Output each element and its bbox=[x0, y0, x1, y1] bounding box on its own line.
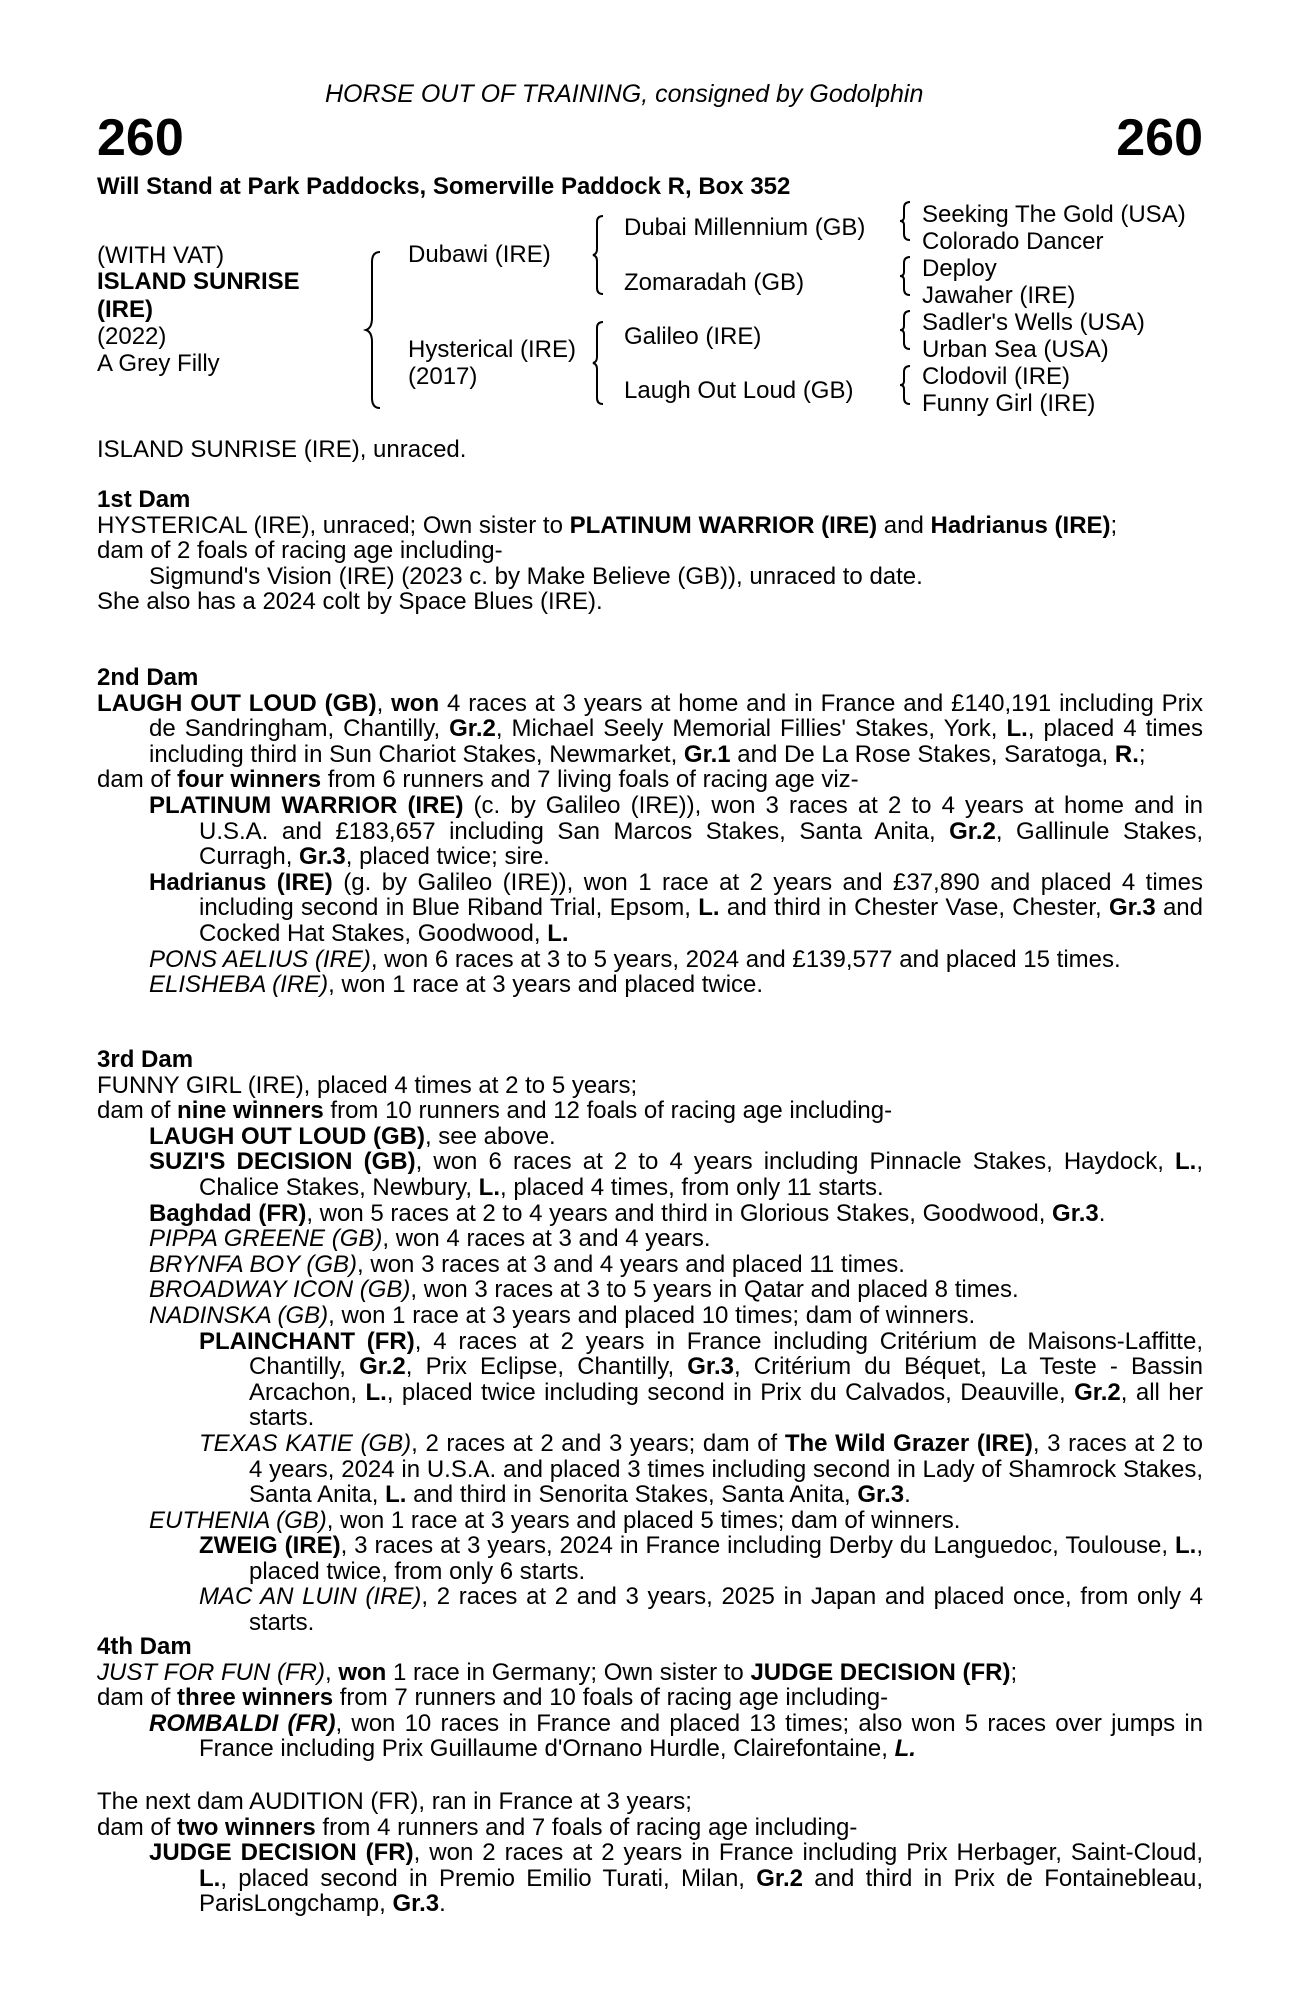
produce-entry: PIPPA GREENE (GB), won 4 races at 3 and 4 years. bbox=[149, 1225, 711, 1253]
produce-entry: BRYNFA BOY (GB), won 3 races at 3 and 4 years and placed 11 times. bbox=[149, 1250, 905, 1278]
produce-entry: ELISHEBA (IRE), won 1 race at 3 years and placed twice. bbox=[149, 971, 764, 999]
gen3-ancestor: Seeking The Gold (USA) bbox=[922, 201, 1186, 228]
pedigree-bracket-sire bbox=[593, 214, 609, 296]
produce-entry: EUTHENIA (GB), won 1 race at 3 years and placed 5 times; dam of winners. bbox=[149, 1506, 961, 1534]
produce-entry: Hadrianus (IRE) (g. by Galileo (IRE)), won 1 race at 2 years and £37,890 and placed 4 times including second in Blue Riband Trial, Epsom, L. and third in Chester Vase, Chester, Gr.3 and Cocked Hat Stakes, Goodwood, L. bbox=[149, 868, 1204, 947]
race-summary: ISLAND SUNRISE (IRE), unraced. bbox=[97, 436, 467, 463]
lot-number-right: 260 bbox=[1116, 109, 1203, 167]
gen3-ancestor: Clodovil (IRE) bbox=[922, 363, 1071, 390]
produce-line: dam of nine winners from 10 runners and 12 foals of racing age including- bbox=[97, 1097, 893, 1125]
dam-entry: The next dam AUDITION (FR), ran in France at 3 years; bbox=[97, 1788, 692, 1815]
catalogue-header: HORSE OUT OF TRAINING, consigned by Godolphin bbox=[325, 80, 924, 108]
produce-entry-2nd-gen: TEXAS KATIE (GB), 2 races at 2 and 3 years; dam of The Wild Grazer (IRE), 3 races at 2 to 4 years, 2024 in U.S.A. and placed 3 times including second in Lady of Shamrock Stakes, Santa Anita, L. and third in Senorita Stakes, Santa Anita, Gr.3. bbox=[199, 1429, 1203, 1509]
vat-note: (WITH VAT) bbox=[97, 242, 225, 269]
sire-name: Dubawi (IRE) bbox=[408, 241, 551, 268]
dam-entry: JUST FOR FUN (FR), won 1 race in Germany; Own sister to JUDGE DECISION (FR); bbox=[97, 1658, 1018, 1686]
granddam-maternal: Laugh Out Loud (GB) bbox=[624, 377, 854, 404]
section-heading: 1st Dam bbox=[97, 486, 191, 513]
gen3-ancestor: Colorado Dancer bbox=[922, 228, 1104, 255]
section-heading: 4th Dam bbox=[97, 1633, 192, 1660]
produce-entry: Sigmund's Vision (IRE) (2023 c. by Make Believe (GB)), unraced to date. bbox=[149, 562, 923, 590]
pedigree-bracket-dam bbox=[593, 320, 609, 406]
dam-entry: HYSTERICAL (IRE), unraced; Own sister to PLATINUM WARRIOR (IRE) and Hadrianus (IRE); bbox=[97, 511, 1118, 539]
gen3-ancestor: Deploy bbox=[922, 255, 997, 282]
produce-entry: ROMBALDI (FR), won 10 races in France and placed 13 times; also won 5 races over jumps in France including Prix Guillaume d'Ornano Hurdle, Clairefontaine, L. bbox=[149, 1709, 1203, 1763]
produce-entry: PONS AELIUS (IRE), won 6 races at 3 to 5 years, 2024 and £139,577 and placed 15 times. bbox=[149, 945, 1121, 973]
produce-entry-2nd-gen: MAC AN LUIN (IRE), 2 races at 2 and 3 years, 2025 in Japan and placed once, from only 4 starts. bbox=[199, 1583, 1203, 1637]
produce-entry: NADINSKA (GB), won 1 race at 3 years and placed 10 times; dam of winners. bbox=[149, 1301, 976, 1329]
grandsire-maternal: Galileo (IRE) bbox=[624, 323, 762, 350]
produce-entry: PLATINUM WARRIOR (IRE) (c. by Galileo (IRE)), won 3 races at 2 to 4 years at home and in U.S.A. and £183,657 including San Marcos Stakes, Santa Anita, Gr.2, Gallinule Stakes, Curragh, Gr.3, placed twice; sire. bbox=[149, 791, 1203, 871]
dam-entry: FUNNY GIRL (IRE), placed 4 times at 2 to 5 years; bbox=[97, 1071, 638, 1099]
stabling-location: Will Stand at Park Paddocks, Somerville Paddock R, Box 352 bbox=[97, 173, 791, 200]
gen3-ancestor: Sadler's Wells (USA) bbox=[922, 309, 1145, 336]
third-dam-section bbox=[97, 1047, 1203, 1636]
grandsire-paternal: Dubai Millennium (GB) bbox=[624, 214, 866, 241]
dam-entry: LAUGH OUT LOUD (GB), won 4 races at 3 years at home and in France and £140,191 including Prix de Sandringham, Chantilly, Gr.2, Michael Seely Memorial Fillies' Stakes, York, L., placed 4 times including third in Sun Chariot Stakes, Newmarket, Gr.1 and De La Rose Stakes, Saratoga, R.; bbox=[97, 689, 1203, 768]
fourth-dam-section bbox=[97, 1634, 1203, 1762]
section-heading: 3rd Dam bbox=[97, 1046, 194, 1073]
horse-description: A Grey Filly bbox=[97, 350, 220, 377]
produce-line: dam of two winners from 4 runners and 7 foals of racing age including- bbox=[97, 1813, 858, 1841]
gen3-ancestor: Jawaher (IRE) bbox=[922, 282, 1076, 309]
pedigree-bracket-g3-2 bbox=[900, 255, 916, 297]
granddam-paternal: Zomaradah (GB) bbox=[624, 269, 805, 296]
produce-note: She also has a 2024 colt by Space Blues (IRE). bbox=[97, 588, 603, 616]
dam-name: Hysterical (IRE) bbox=[408, 336, 577, 363]
pedigree-bracket-g3-4 bbox=[900, 364, 916, 406]
produce-line: dam of four winners from 6 runners and 7 living foals of racing age viz- bbox=[97, 766, 859, 794]
produce-entry-2nd-gen: ZWEIG (IRE), 3 races at 3 years, 2024 in France including Derby du Languedoc, Toulouse, L., placed twice, from only 6 starts. bbox=[199, 1532, 1203, 1585]
produce-line: dam of 2 foals of racing age including- bbox=[97, 537, 503, 565]
lot-number-left: 260 bbox=[97, 109, 184, 167]
next-dam-section bbox=[97, 1789, 1203, 1917]
produce-line: dam of three winners from 7 runners and 10 foals of racing age including- bbox=[97, 1684, 889, 1712]
horse-name-suffix: (IRE) bbox=[97, 296, 153, 323]
section-heading: 2nd Dam bbox=[97, 664, 199, 691]
first-dam-section bbox=[97, 487, 1203, 615]
pedigree-bracket-g3-1 bbox=[900, 200, 916, 242]
pedigree-bracket-main bbox=[368, 250, 388, 410]
gen3-ancestor: Funny Girl (IRE) bbox=[922, 390, 1096, 417]
produce-entry: SUZI'S DECISION (GB), won 6 races at 2 to 4 years including Pinnacle Stakes, Haydock, L., Chalice Stakes, Newbury, L., placed 4 times, from only 11 starts. bbox=[149, 1148, 1203, 1201]
foaling-year: (2022) bbox=[97, 323, 167, 350]
produce-entry: BROADWAY ICON (GB), won 3 races at 3 to 5 years in Qatar and placed 8 times. bbox=[149, 1276, 1019, 1304]
produce-entry: Baghdad (FR), won 5 races at 2 to 4 years and third in Glorious Stakes, Goodwood, Gr.3. bbox=[149, 1199, 1106, 1227]
produce-entry: JUDGE DECISION (FR), won 2 races at 2 years in France including Prix Herbager, Saint-Cloud, L., placed second in Premio Emilio Turati, Milan, Gr.2 and third in Prix de Fontainebleau, ParisLongchamp, Gr.3. bbox=[149, 1839, 1203, 1918]
produce-entry: LAUGH OUT LOUD (GB), see above. bbox=[149, 1122, 556, 1150]
second-dam-section bbox=[97, 665, 1203, 998]
gen3-ancestor: Urban Sea (USA) bbox=[922, 336, 1109, 363]
dam-year: (2017) bbox=[408, 363, 478, 390]
pedigree-bracket-g3-3 bbox=[900, 309, 916, 351]
horse-name: ISLAND SUNRISE bbox=[97, 268, 300, 295]
produce-entry-2nd-gen: PLAINCHANT (FR), 4 races at 2 years in France including Critérium de Maisons-Laffitte, Chantilly, Gr.2, Prix Eclipse, Chantilly, Gr.3, Critérium du Béquet, La Teste - Bassin Arcachon, L., placed twice including second in Prix du Calvados, Deauville, Gr.2, all her starts. bbox=[199, 1327, 1203, 1432]
